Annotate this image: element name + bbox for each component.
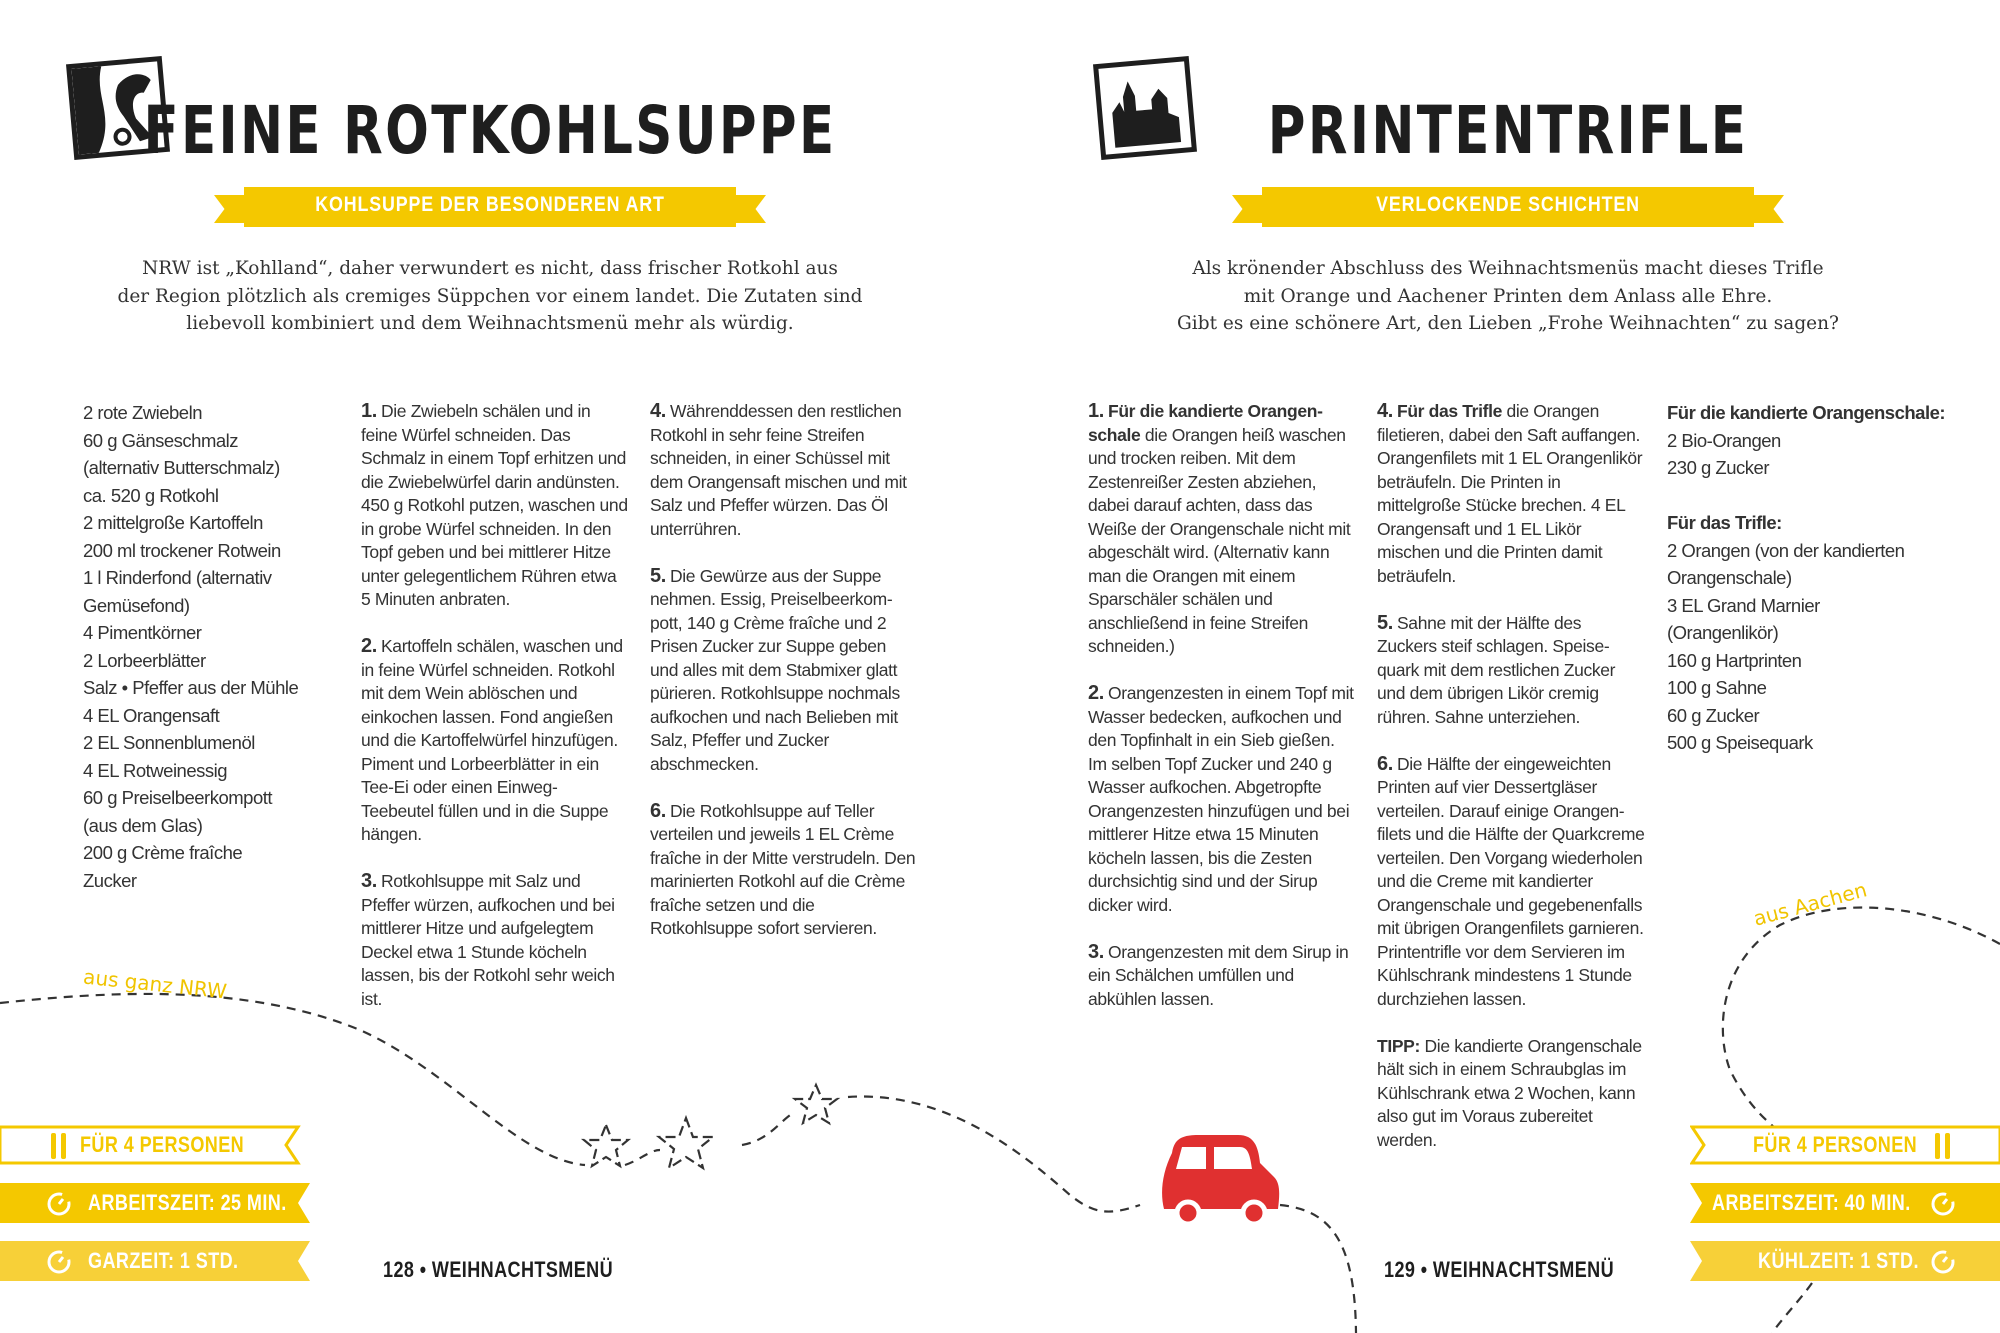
step-lead: Für die kandierte Orangenschale	[1088, 401, 1323, 445]
ingredient-item: (alternativ Butterschmalz)	[83, 457, 280, 478]
ingredient-item: 2 Orangen (von der kandierten	[1667, 539, 1905, 561]
ingredient-list	[83, 399, 298, 894]
step-number: 5.	[650, 564, 666, 587]
steps-column-1	[1088, 400, 1356, 1035]
step-text: Die kandierte Orangenschale hält sich in einem Schraubglas im Kühlschrank etwa 2 Wochen, kann also gut im Voraus zubereitet werden.	[1377, 1035, 1642, 1150]
step-text: Die Rotkohlsuppe auf Teller verteilen und jeweils 1 EL Crème fraîche in der Mitte verstrudeln. Den marinierten Rotkohl auf die Crème fraîche setzen und die Rotkohlsuppe sofort servieren.	[650, 800, 916, 938]
ingredient-item: 2 EL Sonnenblumenöl	[83, 732, 255, 753]
recipe-intro: Als krönender Abschluss des Weihnachtsmenüs macht dieses Trifle mit Orange und Aachener Printen dem Anlass alle Ehre. Gibt es eine schönere Art, den Lieben „Frohe Weihnachten“ zu sagen?	[1177, 258, 1839, 334]
ingredient-item: Zucker	[83, 869, 137, 891]
recipe-step	[650, 565, 918, 777]
recipe-title: FEINE ROTKOHLSUPPE	[143, 92, 837, 169]
ingredient-item: 1 l Rinderfond (alternativ	[83, 567, 272, 588]
recipe-subtitle: KOHLSUPPE DER BESONDEREN ART	[315, 193, 665, 216]
step-number: 4.	[650, 400, 666, 422]
map-label: aus ganz NRW	[82, 964, 228, 1004]
step-number: 1.	[1088, 400, 1104, 422]
timer-icon	[1930, 1249, 1956, 1280]
recipe-step	[1377, 753, 1645, 1012]
step-text: die Orangen filetieren, dabei den Saft auffangen. Orangenfilets mit 1 EL Orangenlikör beträufeln. Die Printen in mittelgroße Stücke brechen. 4 EL Orangensaft und 1 EL Likör mischen und die Printen damit beträufeln.	[1377, 401, 1643, 586]
red-car-icon	[1158, 1133, 1282, 1238]
page-number: 129	[1384, 1257, 1416, 1282]
cooking-time-banner: GARZEIT: 1 STD.	[0, 1241, 310, 1281]
step-text: Die Gewürze aus der Suppe nehmen. Essig, Preiselbeerkompott, 140 g Crème fraîche und 2 Prisen Zucker zur Suppe geben und alles mit dem Stabmixer glatt pürieren. Rotkohlsuppe nochmals aufkochen und nach Belieben mit Salz, Pfeffer und Zucker abschmecken.	[650, 565, 900, 774]
recipe-step	[1377, 612, 1645, 730]
star-icon	[584, 1125, 628, 1166]
recipe-title: PRINTENTRIFLE	[1267, 92, 1749, 169]
subtitle-ribbon	[214, 187, 766, 227]
page-number: 128	[383, 1257, 415, 1282]
step-text: Die Hälfte der eingeweichten Printen auf vier Dessertgläser verteilen. Darauf einige Orangenfilets und die Hälfte der Quarkcreme verteilen. Den Vorgang wiederholen und die Creme mit kandierter Orangenschale und gegebenenfalls mit übrigen Orangenfilets garnieren. Printentrifle vor dem Servieren im Kühlschrank mindestens 1 Stunde durchziehen lassen.	[1377, 753, 1645, 1009]
servings-banner: FÜR 4 PERSONEN	[1690, 1125, 2000, 1165]
step-lead: TIPP:	[1377, 1035, 1420, 1056]
step-number: 2.	[361, 635, 377, 657]
steps-column-1	[361, 400, 629, 1035]
step-number: 3.	[361, 870, 377, 892]
recipe-subtitle: VERLOCKENDE SCHICHTEN	[1376, 193, 1640, 216]
ingredient-item: 2 rote Zwiebeln	[83, 402, 202, 423]
step-text: die Orangen heiß waschen und trocken reiben. Mit dem Zestenreißer Zesten abziehen, dabei darauf achten, dass das Weiße der Orangenschale nicht mit abgeschält wird. (Alternativ kann man die Orangen mit einem Sparschäler schälen und anschließend in feine Streifen schneiden.)	[1088, 424, 1351, 656]
ingredient-item: 3 EL Grand Marnier	[1667, 594, 1820, 616]
recipe-step	[1088, 682, 1356, 917]
ingredient-item: 100 g Sahne	[1667, 677, 1767, 698]
step-number: 1.	[361, 400, 377, 422]
step-text: Die Zwiebeln schälen und in feine Würfel schneiden. Das Schmalz in einem Topf erhitzen und die Zwiebelwürfel darin andünsten. 450 g Rotkohl putzen, waschen und in grobe Würfel schneiden. In den Topf geben und bei mittlerer Hitze unter gelegentlichem Rühren etwa 5 Minuten anbraten.	[361, 401, 628, 609]
ingredient-item: ca. 520 g Rotkohl	[83, 484, 219, 506]
ingredient-item: 500 g Speisequark	[1667, 732, 1813, 753]
ingredient-item: Orangenschale)	[1667, 567, 1792, 588]
star-icon	[795, 1085, 837, 1123]
step-text: Orangenzesten in einem Topf mit Wasser bedecken, aufkochen und den Topfinhalt in ein Sieb gießen. Im selben Topf Zucker und 240 g Wasser aufkochen. Abgetropfte Orangenzesten hinzufügen und bei mittlerer Hitze etwa 15 Minuten köcheln lassen, bis die Zesten durchsichtig sind und der Sirup dicker wird.	[1088, 683, 1354, 915]
ingredient-item: 200 ml trockener Rotwein	[83, 539, 281, 561]
page-footer: 129 • WEIHNACHTSMENÜ	[1384, 1257, 1615, 1282]
ingredient-item: 60 g Preiselbeerkompott	[83, 787, 273, 808]
steps-column-2	[650, 400, 918, 964]
work-time-banner: ARBEITSZEIT: 25 MIN.	[0, 1183, 310, 1223]
step-text: Orangenzesten mit dem Sirup in ein Schälchen umfüllen und abkühlen lassen.	[1088, 941, 1349, 1009]
step-text: Rotkohlsuppe mit Salz und Pfeffer würzen, aufkochen und bei mittlerer Hitze und aufgelegtem Deckel etwa 1 Stunde köcheln lassen, bis der Rotkohl sehr weich ist.	[361, 871, 615, 1009]
work-time-banner: ARBEITSZEIT: 40 MIN.	[1690, 1183, 2000, 1223]
recipe-step	[361, 870, 629, 1011]
subtitle-ribbon	[1232, 187, 1784, 227]
timer-icon	[46, 1191, 72, 1222]
ingredient-item: 2 Bio-Orangen	[1667, 429, 1781, 451]
recipe-intro: NRW ist „Kohlland“, daher verwundert es nicht, dass frischer Rotkohl aus der Region plötzlich als cremiges Süppchen vor einem landet. Die Zutaten sind liebevoll kombiniert und dem Weihnachtsmenü mehr als würdig.	[117, 258, 863, 334]
ingredient-item: (Orangenlikör)	[1667, 622, 1779, 643]
timer-icon	[1930, 1191, 1956, 1222]
ingredient-item: 60 g Zucker	[1667, 704, 1760, 726]
ingredient-item: 2 mittelgroße Kartoffeln	[83, 512, 263, 533]
ingredient-item: 2 Lorbeerblätter	[83, 649, 206, 671]
step-number: 2.	[1088, 682, 1104, 704]
cooling-time-banner: KÜHLZEIT: 1 STD.	[1690, 1241, 2000, 1281]
recipe-step	[361, 635, 629, 847]
recipe-step	[650, 800, 918, 941]
recipe-step	[1088, 941, 1356, 1012]
ingredient-item: 160 g Hartprinten	[1667, 649, 1802, 671]
ingredient-list	[1667, 399, 1945, 757]
recipe-step	[650, 400, 918, 541]
step-number: 3.	[1088, 940, 1104, 963]
servings-banner: FÜR 4 PERSONEN	[0, 1125, 310, 1165]
ingredient-item: (aus dem Glas)	[83, 814, 203, 836]
ingredient-item: Gemüsefond)	[83, 594, 190, 616]
ingredient-item: 200 g Crème fraîche	[83, 842, 243, 863]
section-name: WEIHNACHTSMENÜ	[431, 1257, 614, 1282]
timer-icon	[46, 1249, 72, 1280]
page-footer: 128 • WEIHNACHTSMENÜ	[383, 1257, 614, 1282]
ingredient-item: 230 g Zucker	[1667, 457, 1769, 478]
step-lead: Für das Trifle	[1396, 401, 1502, 421]
star-icon	[659, 1118, 713, 1168]
step-number: 4.	[1377, 400, 1393, 422]
spacer	[1667, 482, 1945, 510]
ingredient-item: 60 g Gänseschmalz	[83, 429, 239, 451]
step-text: Währenddessen den restlichen Rotkohl in sehr feine Streifen schneiden, in einer Schüssel mit dem Orangensaft mischen und mit Salz und Pfeffer würzen. Das Öl unterrühren.	[650, 401, 907, 539]
step-number: 6.	[650, 799, 666, 822]
recipe-step	[1088, 400, 1356, 659]
ingredient-item: 4 Pimentkörner	[83, 622, 202, 643]
ingredient-item: 4 EL Orangensaft	[83, 704, 220, 726]
step-number: 6.	[1377, 752, 1393, 775]
recipe-step	[1377, 400, 1645, 588]
section-name: WEIHNACHTSMENÜ	[1432, 1257, 1615, 1282]
ingredient-group-heading: Für das Trifle:	[1667, 512, 1782, 533]
map-label: aus Aachen	[1750, 877, 1870, 931]
steps-column-2	[1377, 400, 1645, 1176]
step-text: Sahne mit der Hälfte des Zuckers steif schlagen. Speisequark mit dem restlichen Zucker und dem übrigen Likör cremig rühren. Sahne unterziehen.	[1377, 612, 1616, 727]
step-text: Kartoffeln schälen, waschen und in feine Würfel schneiden. Rotkohl mit dem Wein ablöschen und einkochen lassen. Fond angießen und die Kartoffelwürfel hinzufügen. Piment und Lorbeerblätter in ein Tee-Ei oder einen Einweg-Teebeutel füllen und in die Suppe hängen.	[361, 636, 623, 844]
cutlery-icon	[1934, 1133, 1952, 1164]
ingredient-item: Salz • Pfeffer aus der Mühle	[83, 677, 299, 698]
step-number: 5.	[1377, 611, 1393, 634]
recipe-step	[1377, 1035, 1645, 1153]
recipe-step	[361, 400, 629, 612]
ingredient-group-heading: Für die kandierte Orangenschale:	[1667, 402, 1946, 423]
cutlery-icon	[50, 1133, 68, 1164]
ingredient-item: 4 EL Rotweinessig	[83, 759, 228, 781]
